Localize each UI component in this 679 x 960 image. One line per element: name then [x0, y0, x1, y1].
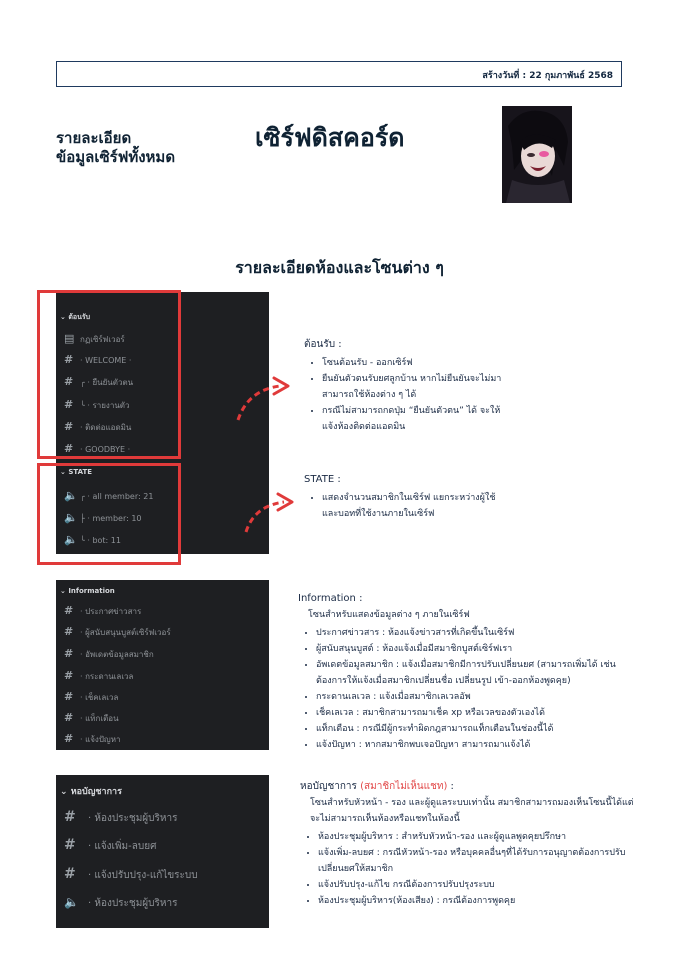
hash-icon: # [64, 647, 74, 660]
voice-lock-icon: 🔈 [64, 533, 78, 546]
created-date: สร้างวันที่ : 22 กุมภาพันธ์ 2568 [482, 71, 613, 81]
description-title: ต้อนรับ : [304, 339, 342, 350]
channel-system-update[interactable]: # · แจ้งปรับปรุง-แก้ไขระบบ [64, 866, 198, 882]
list-item: • ห้องประชุมผู้บริหาร : สำหรับหัวหน้า-รอง และผู้ดูแลพูดคุยปรึกษา [318, 829, 635, 845]
list-item: • แท็กเตือน : กรณีมีผู้กระทำผิดกฎสามารถแท็กเตือนในช่องนี้ได้ [316, 721, 640, 737]
category-command-center[interactable]: ⌄ หอบัญชาการ [60, 787, 122, 797]
list-item: • เช็คเลเวล : สมาชิกสามารถมาเช็ค xp หรือเวลของตัวเองได้ [316, 705, 640, 721]
channel-verify[interactable]: # ╭ · ยืนยันตัวตน [64, 375, 134, 388]
chevron-down-icon: ⌄ [60, 587, 66, 595]
list-item: • ประกาศข่าวสาร : ห้องแจ้งข่าวสารที่เกิดขึ้นในเซิร์ฟ [316, 625, 640, 641]
channel-check-level[interactable]: # · เช็คเลเวล [64, 690, 119, 703]
channel-report-issue[interactable]: # · แจ้งปัญหา [64, 732, 121, 745]
rules-icon: ▤ [64, 332, 75, 345]
list-item: • กระดานเลเวล : แจ้งเมื่อสมาชิกเลเวลอัพ [316, 689, 640, 705]
chevron-down-icon: ⌄ [60, 787, 68, 797]
channel-boost[interactable]: # · ผู้สนับสนุนบูสต์เซิร์ฟเวอร์ [64, 625, 171, 638]
description-information [298, 591, 640, 753]
list-item: • แจ้งปัญหา : หากสมาชิกพบเจอปัญหา สามารถมาแจ้งได้ [316, 737, 640, 753]
hash-icon: # [64, 420, 74, 433]
page-title: เซิร์ฟดิสคอร์ด [255, 123, 405, 152]
description-command-center [300, 779, 635, 909]
hidden-chat-note: (สมาชิกไม่เห็นแชท) [360, 781, 448, 792]
category-information[interactable]: ⌄ Information [60, 587, 115, 595]
arrow-icon [232, 376, 294, 424]
chevron-down-icon: ⌄ [60, 313, 66, 321]
category-welcome[interactable]: ⌄ ต้อนรับ [60, 313, 91, 321]
hash-icon: # [64, 866, 76, 882]
discord-channel-panel-information [56, 580, 269, 750]
channel-goodbye[interactable]: # · GOODBYE · [64, 442, 131, 455]
voice-lock-icon: 🔈 [64, 895, 79, 909]
channel-warn-tag[interactable]: # · แท็กเตือน [64, 711, 119, 724]
description-welcome [304, 337, 509, 435]
list-item: • ผู้สนับสนุนบูสต์ : ห้องแจ้งเมื่อมีสมาชิกบูสต์เซิร์ฟเรา [316, 641, 640, 657]
channel-bot[interactable]: 🔈 ╰ · bot: 11 [64, 533, 121, 546]
hash-icon: # [64, 837, 76, 853]
description-subtitle: โซนสำหรับหัวหน้า - รอง และผู้ดูแลระบบเท่านั้น สมาชิกสามารถมองเห็นโซนนี้ได้แต่จะไม่สามารถเห็นห้องหรือแชทในห้องนี้ [310, 798, 634, 824]
list-item: • แสดงจำนวนสมาชิกในเซิร์ฟ แยกระหว่างผู้ใช้และบอทที่ใช้งานภายในเซิร์ฟ [322, 490, 509, 522]
channel-member[interactable]: 🔈 ├ · member: 10 [64, 511, 142, 524]
hash-icon: # [64, 809, 76, 825]
left-title [56, 129, 175, 167]
list-item: • อัพเดตข้อมูลสมาชิก : แจ้งเมื่อสมาชิกมีการปรับเปลี่ยนยศ (สามารถเพิ่มได้ เช่น ต้องการให้แจ้งเมื่อสมาชิกเปลี่ยนชื่อ เปลี่ยนรูป เข้า-ออกห้องพูดคุย) [316, 657, 640, 689]
highlight-box-welcome [37, 290, 181, 459]
description-subtitle: โซนสำหรับแสดงข้อมูลต่าง ๆ ภายในเซิร์ฟ [308, 610, 470, 620]
highlight-box-state [37, 463, 181, 565]
list-item: • แจ้งเพิ่ม-ลบยศ : กรณีหัวหน้า-รอง หรือบุคคลอื่นๆที่ได้รับการอนุญาตต้องการปรับเปลี่ยนยศให้สมาชิก [318, 845, 635, 877]
hash-icon: # [64, 375, 74, 388]
arrow-icon [240, 492, 298, 536]
list-item: • แจ้งปรับปรุง-แก้ไข กรณีต้องการปรับปรุงระบบ [318, 877, 635, 893]
list-item: • โซนต้อนรับ - ออกเซิร์ฟ [322, 355, 509, 371]
hash-icon: # [64, 442, 74, 455]
channel-exec-voice[interactable]: 🔈 · ห้องประชุมผู้บริหาร [64, 895, 178, 909]
channel-all-member[interactable]: 🔈 ╭ · all member: 21 [64, 489, 154, 502]
channel-exec-meeting[interactable]: # · ห้องประชุมผู้บริหาร [64, 809, 178, 825]
description-title: STATE : [304, 474, 341, 485]
description-title: Information : [298, 593, 363, 604]
channel-contact-admin[interactable]: # · ติดต่อแอดมิน [64, 420, 132, 433]
channel-announcements[interactable]: # · ประกาศข่าวสาร [64, 604, 142, 617]
hash-icon: # [64, 669, 74, 682]
list-item: • ห้องประชุมผู้บริหาร(ห้องเสียง) : กรณีต้องการพูดคุย [318, 893, 635, 909]
created-date-box [56, 61, 622, 87]
hash-icon: # [64, 625, 74, 638]
server-avatar-image [502, 106, 572, 203]
chevron-down-icon: ⌄ [60, 468, 66, 476]
description-state [304, 472, 509, 522]
channel-report[interactable]: # ╰ · รายงานตัว [64, 398, 130, 411]
hash-icon: # [64, 398, 74, 411]
list-item: • ยืนยันตัวตนรับยศลูกบ้าน หากไม่ยืนยันจะไม่มาสามารถใช้ห้องต่าง ๆ ได้ [322, 371, 509, 403]
channel-member-update[interactable]: # · อัพเดตข้อมูลสมาชิก [64, 647, 154, 660]
section-heading: รายละเอียดห้องและโซนต่าง ๆ [235, 258, 444, 277]
hash-icon: # [64, 732, 74, 745]
category-state[interactable]: ⌄ STATE [60, 468, 93, 476]
hash-icon: # [64, 604, 74, 617]
list-item: • กรณีไม่สามารถกดปุ่ม “ยืนยันตัวตน” ได้ จะให้แจ้งห้องติดต่อแอดมิน [322, 403, 509, 435]
hash-icon: # [64, 690, 74, 703]
hash-icon: # [64, 711, 74, 724]
channel-welcome[interactable]: # · WELCOME · [64, 353, 132, 366]
voice-lock-icon: 🔈 [64, 489, 78, 502]
voice-lock-icon: 🔈 [64, 511, 78, 524]
channel-level-board[interactable]: # · กระดานเลเวล [64, 669, 134, 682]
left-title-line2: ข้อมูลเซิร์ฟทั้งหมด [56, 148, 176, 166]
hash-icon: # [64, 353, 74, 366]
discord-channel-panel-command [56, 775, 269, 928]
channel-add-remove-role[interactable]: # · แจ้งเพิ่ม-ลบยศ [64, 837, 157, 853]
description-title: หอบัญชาการ (สมาชิกไม่เห็นแชท) : [300, 781, 454, 792]
channel-rules[interactable]: ▤ กฏเซิร์ฟเวอร์ [64, 332, 125, 345]
left-title-line1: รายละเอียด [56, 129, 132, 147]
